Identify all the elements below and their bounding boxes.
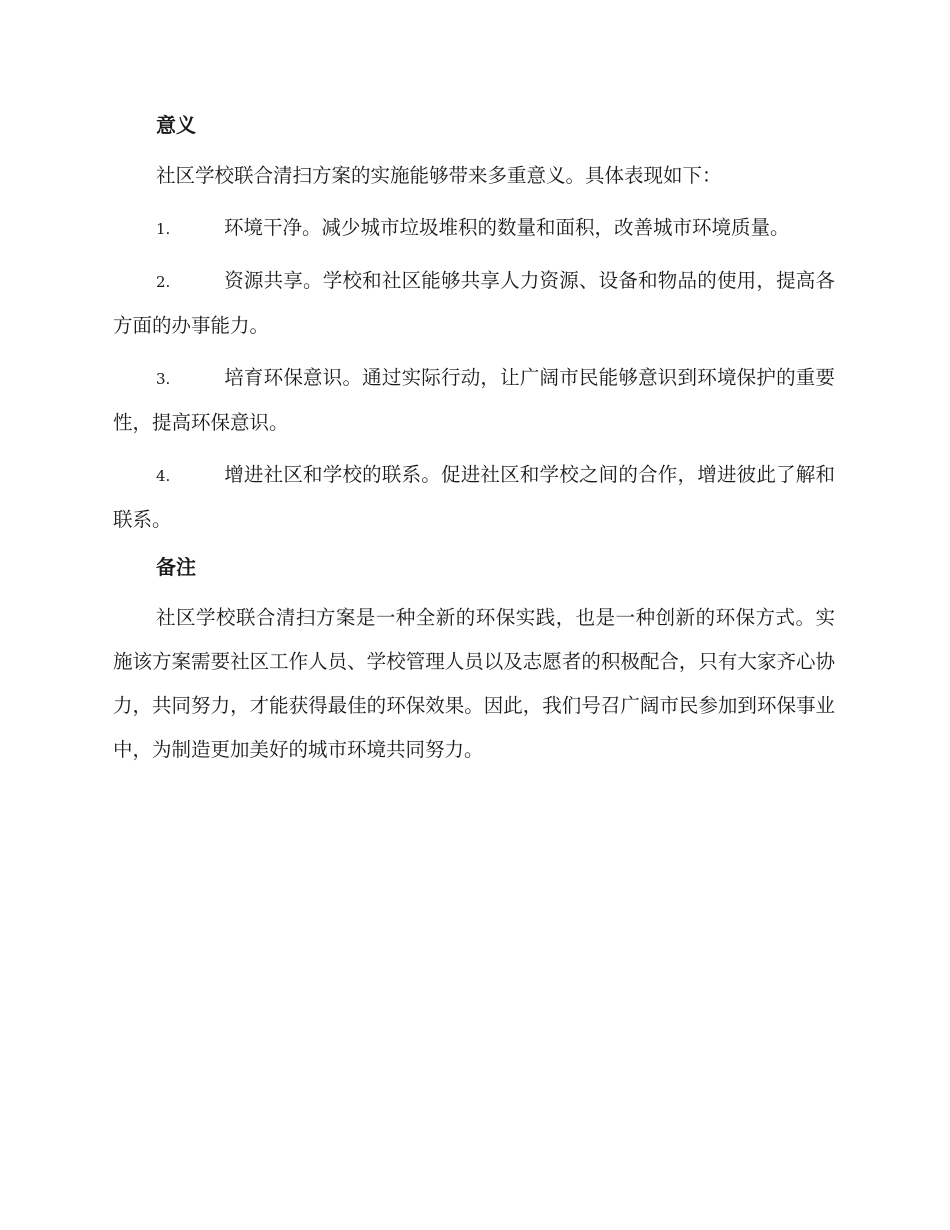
- list-number: 1.: [156, 220, 171, 238]
- list-item-text: 增进社区和学校的联系。促进社区和学校之间的合作，增进彼此了解和联系。: [113, 463, 835, 531]
- list-item-4: [113, 453, 835, 542]
- list-item-1: [113, 206, 835, 251]
- intro-paragraph: 社区学校联合清扫方案的实施能够带来多重意义。具体表现如下：: [156, 164, 722, 187]
- notes-paragraph: 社区学校联合清扫方案是一种全新的环保实践，也是一种创新的环保方式。实施该方案需要社区工作人员、学校管理人员以及志愿者的积极配合，只有大家齐心协力，共同努力，才能获得最佳的环保效果。因此，我们号召广阔市民参加到环保事业中，为制造更加美好的城市环境共同努力。: [113, 606, 835, 761]
- list-item-text: 培育环保意识。通过实际行动，让广阔市民能够意识到环境保护的重要性，提高环保意识。: [113, 366, 835, 434]
- list-item-2: [113, 259, 835, 348]
- list-number: 4.: [156, 467, 171, 485]
- list-item-text: 资源共享。学校和社区能够共享人力资源、设备和物品的使用，提高各方面的办事能力。: [113, 269, 835, 337]
- list-number: 2.: [156, 273, 171, 291]
- document-page: [113, 108, 835, 780]
- section-heading-significance: 意义: [156, 113, 196, 137]
- section-heading-notes: 备注: [156, 555, 196, 579]
- list-item-3: [113, 356, 835, 445]
- list-number: 3.: [156, 370, 171, 388]
- list-item-text: 环境干净。减少城市垃圾堆积的数量和面积，改善城市环境质量。: [224, 216, 790, 239]
